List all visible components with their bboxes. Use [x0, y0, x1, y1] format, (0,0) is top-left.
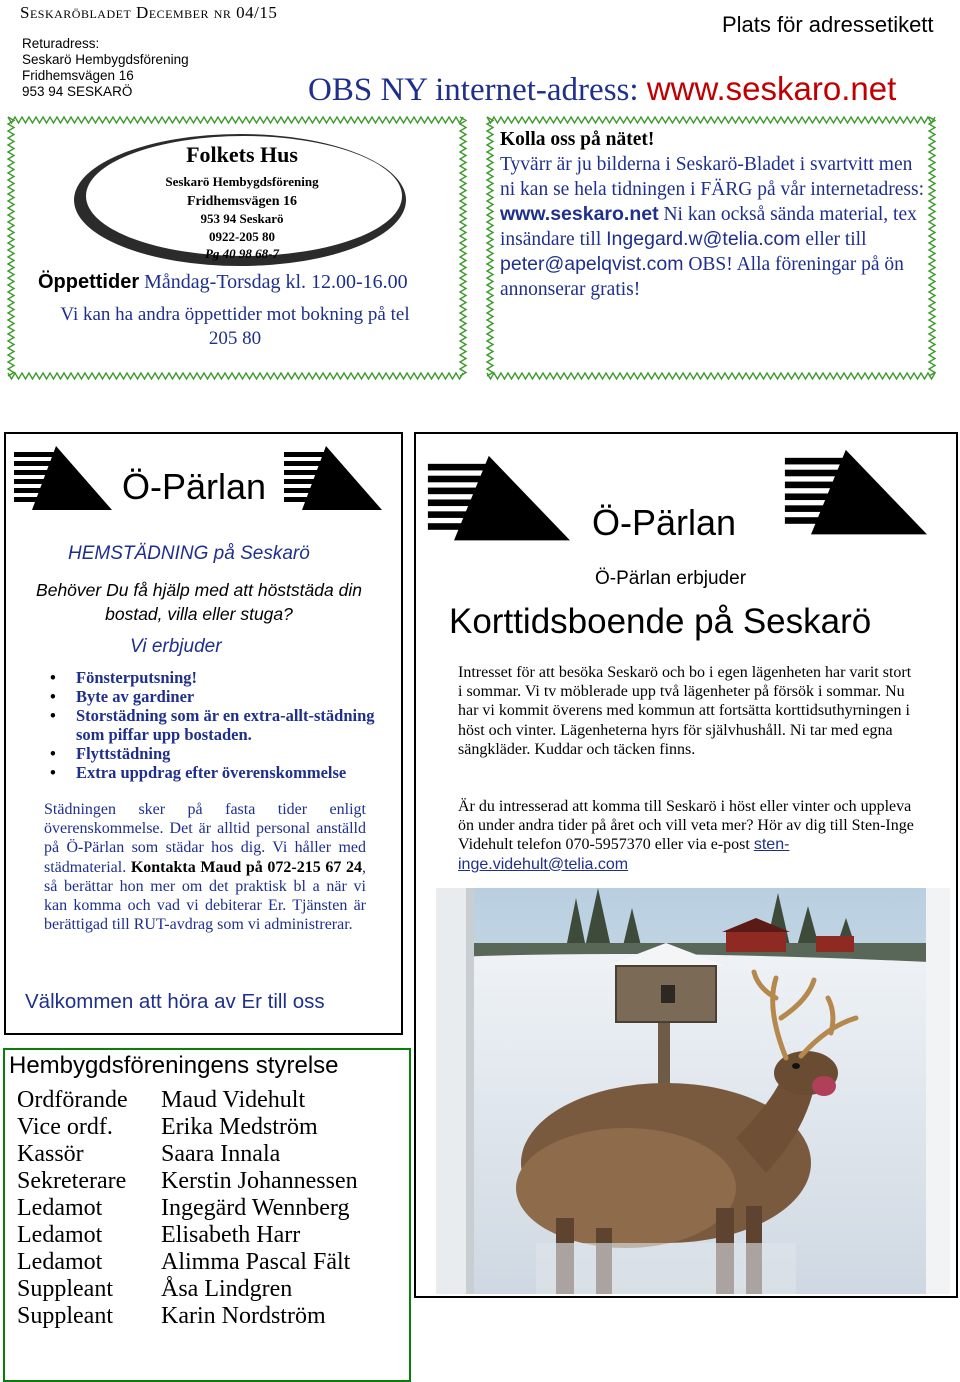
housing-ad-paragraph — [458, 797, 918, 874]
notice-prefix: OBS NY internet-adress: — [308, 72, 647, 108]
board-member-row — [17, 1168, 358, 1195]
board-title: Hembygdsföreningens styrelse — [9, 1052, 339, 1079]
cleaning-body-text: , så berättar hon mer om det praktisk bl a när vi kan komma och vad vi debiterar Er. Tjänsten är berättigad till RUT-avdrag som vi administrerar. — [44, 858, 367, 934]
service-item: • Fönsterputsning! — [50, 668, 390, 687]
service-item: • Byte av gardiner — [50, 687, 390, 706]
housing-ad-paragraph: Intresset för att besöka Seskarö och bo i egen lägenheten har varit stort i sommar. Vi tv möblerade upp två lägenheter på försök i sommar. Nu har vi kommit överens med kommun att fortsätta korttidsuthyrningen i höst och vinter. Lägenheterna hyrs för självhushåll. Ni tar med egna sängkläder. Kuddar och täcken finns. — [458, 664, 912, 758]
logo-line: Pg 40 98 68-7 — [204, 246, 280, 261]
opening-hours — [38, 271, 408, 294]
housing-ad-subtitle: Ö-Pärlan erbjuder — [595, 568, 747, 589]
new-url-notice — [308, 70, 896, 109]
logo-title: Folkets Hus — [186, 142, 298, 167]
internet-text: Ni kan också sända material, tex insändare till — [500, 204, 917, 250]
housing-contact-text: Är du intresserad att komma till Seskarö i höst eller vinter och uppleva ön under andra tider på året och vill veta mer? Hör av dig till Sten-Inge Videhult telefon 070-5957370 eller via e-post — [458, 798, 914, 854]
member-role: Sekreterare — [17, 1168, 127, 1194]
board-member-row — [17, 1222, 358, 1249]
cleaning-ad-body — [44, 800, 366, 934]
email-link[interactable]: Ingegard.w@telia.com — [606, 228, 801, 250]
board-member-row — [17, 1087, 358, 1114]
pearl-logo-icon — [282, 440, 382, 517]
member-role: Ledamot — [17, 1249, 103, 1275]
return-address-line: Seskarö Hembygdsförening — [22, 52, 189, 67]
member-role: Ledamot — [17, 1222, 103, 1248]
member-role: Vice ordf. — [17, 1114, 113, 1140]
pearl-logo-icon — [12, 440, 112, 517]
member-name: Maud Videhult — [161, 1087, 306, 1113]
member-role: Kassör — [17, 1141, 84, 1167]
logo-line: Fridhemsvägen 16 — [186, 194, 298, 209]
notice-url-link[interactable]: www.seskaro.net — [646, 70, 897, 107]
service-item: • Extra uppdrag efter överenskommelse — [50, 763, 390, 782]
member-name: Kerstin Johannessen — [161, 1168, 358, 1194]
board-member-row — [17, 1195, 358, 1222]
address-label-placeholder: Plats för adressetikett — [722, 12, 934, 37]
service-item: • Storstädning som är en extra-allt-städning som piffar upp bostaden. — [50, 706, 390, 744]
member-role: Ledamot — [17, 1195, 103, 1221]
cleaning-ad-title: Ö-Pärlan — [122, 466, 267, 507]
board-member-row — [17, 1276, 358, 1303]
board-members-list — [17, 1087, 358, 1330]
member-name: Ingegärd Wennberg — [161, 1195, 350, 1221]
email-link[interactable]: peter@apelqvist.com — [500, 253, 684, 275]
board-member-row — [17, 1249, 358, 1276]
internet-box-text — [500, 127, 925, 302]
cleaning-body-text: Städningen sker på fasta tider enligt överenskommelse. Det är alltid personal anställd på Ö-Pärlan som städar hos dig. Vi håller med städmaterial. — [44, 801, 366, 876]
opening-hours-note: Vi kan ha andra öppettider mot bokning på tel 205 80 — [60, 304, 410, 349]
board-member-row — [17, 1114, 358, 1141]
member-name: Karin Nordström — [161, 1303, 326, 1329]
pearl-logo-icon — [425, 448, 570, 548]
opening-hours-label: Öppettider — [38, 271, 140, 293]
internet-box-heading: Kolla oss på nätet! — [500, 129, 655, 150]
folkets-hus-logo — [72, 128, 412, 268]
board-member-row — [17, 1303, 358, 1330]
member-name: Åsa Lindgren — [161, 1276, 293, 1302]
member-role: Suppleant — [17, 1276, 113, 1302]
internet-text: OBS! Alla föreningar på ön annonserar gratis! — [500, 254, 904, 300]
pearl-logo-icon — [782, 442, 927, 542]
member-role: Suppleant — [17, 1303, 113, 1329]
member-name: Saara Innala — [161, 1141, 281, 1167]
reindeer-photo — [436, 888, 950, 1294]
return-address — [22, 36, 189, 100]
housing-ad-title: Ö-Pärlan — [592, 502, 737, 543]
logo-line: 0922-205 80 — [208, 229, 276, 244]
cleaning-ad-question: Behöver Du få hjälp med att höststäda din bostad, villa eller stuga? — [36, 580, 362, 624]
internet-text: Tyvärr är ju bilderna i Seskarö-Bladet i svartvitt men ni kan se hela tidningen i FÄRG på vår internetadress: — [500, 154, 925, 200]
cleaning-ad-subtitle: HEMSTÄDNING på Seskarö — [68, 543, 310, 564]
member-name: Alimma Pascal Fält — [161, 1249, 351, 1275]
member-name: Erika Medström — [161, 1114, 318, 1140]
logo-line: Seskarö Hembygdsförening — [165, 174, 319, 189]
member-name: Elisabeth Harr — [161, 1222, 301, 1248]
opening-hours-value: Måndag-Torsdag kl. 12.00-16.00 — [139, 271, 408, 293]
return-address-line: Returadress: — [22, 36, 100, 51]
website-link[interactable]: www.seskaro.net — [500, 203, 659, 225]
housing-ad-headline: Korttidsboende på Seskarö — [449, 602, 872, 641]
cleaning-offer-label: Vi erbjuder — [130, 636, 222, 657]
board-member-row — [17, 1141, 358, 1168]
logo-line: 953 94 Seskarö — [200, 211, 284, 226]
internet-text: eller till — [800, 229, 867, 250]
cleaning-contact: Kontakta Maud på 072-215 67 24 — [130, 858, 363, 876]
service-item: • Flyttstädning — [50, 744, 390, 763]
return-address-line: 953 94 SESKARÖ — [22, 84, 133, 99]
cleaning-ad-welcome: Välkommen att höra av Er till oss — [25, 990, 325, 1013]
return-address-line: Fridhemsvägen 16 — [22, 68, 134, 83]
cleaning-services-list — [50, 668, 390, 782]
housing-email-link[interactable]: sten-inge.videhult@telia.com — [458, 836, 790, 873]
member-role: Ordförande — [17, 1087, 128, 1113]
publication-line: Seskaröbladet December nr 04/15 — [20, 3, 278, 22]
